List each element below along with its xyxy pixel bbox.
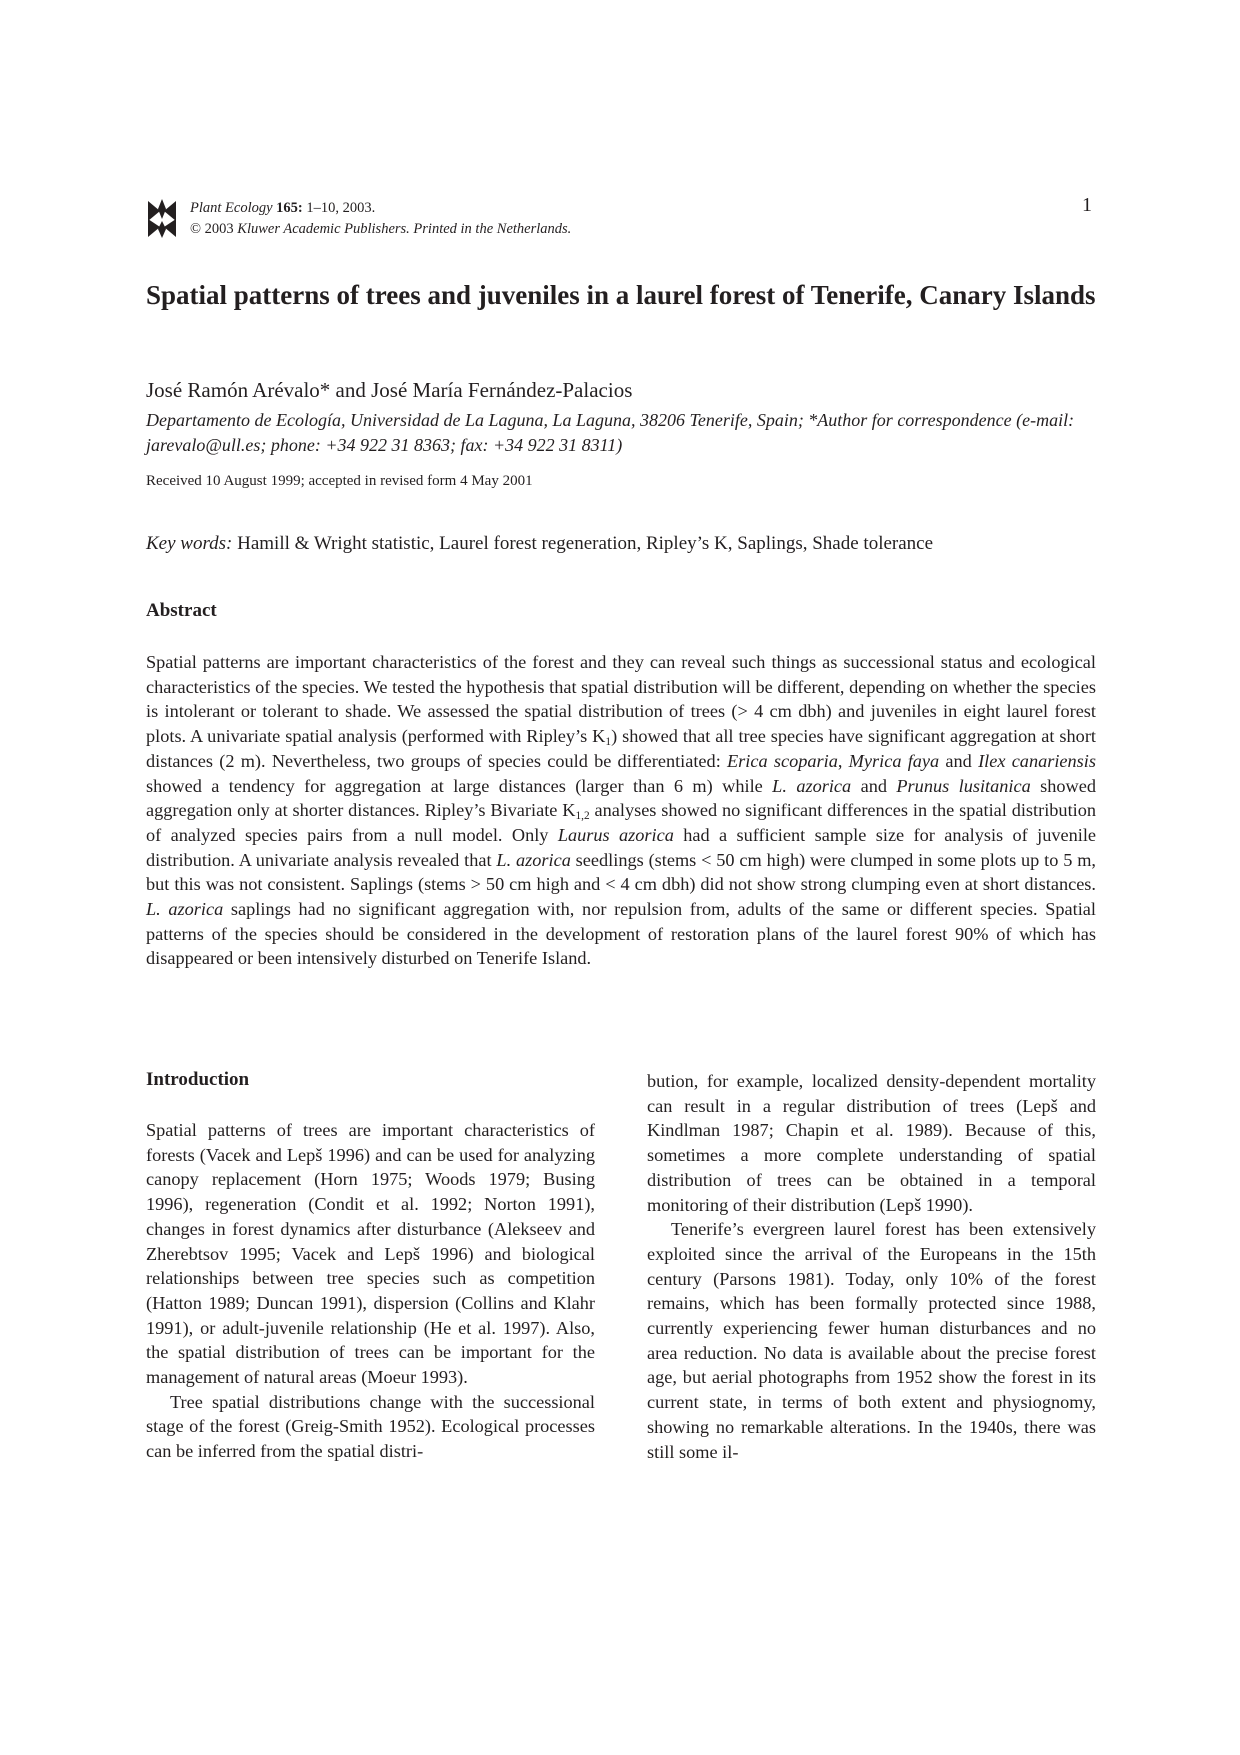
journal-line	[190, 198, 571, 219]
abstract-text: Spatial patterns are important characteristics of the forest and they can reveal such things as successional status and ecological characteristics of the species. We tested the hypothesis that spatial distribution will be different, depending on whether the species is intolerant or tolerant to shade. We assessed the spatial distribution of trees (> 4 cm dbh) and juveniles in eight laurel forest plots. A univariate spatial analysis (performed with Ripley’s K	[146, 652, 1096, 747]
species-name: Erica scoparia	[727, 750, 838, 771]
abstract-text: analyses showed no significant differences in the spatial distribution of analyzed species pairs from a null model. Only	[146, 800, 1097, 845]
abstract-text: ,	[837, 750, 849, 771]
species-name: Prunus lusitanica	[896, 775, 1031, 796]
authors: José Ramón Arévalo* and José María Fernández-Palacios	[146, 378, 633, 402]
keywords	[146, 533, 1106, 555]
keywords-label: Key words:	[146, 533, 233, 554]
abstract-text: showed aggregation only at shorter distances. Ripley’s Bivariate K	[146, 775, 1096, 821]
subscript: 1	[605, 735, 612, 748]
paper-title: Spatial patterns of trees and juveniles in a laurel forest of Tenerife, Canary Islands	[146, 280, 1096, 310]
abstract-body	[146, 650, 1096, 971]
paragraph: bution, for example, localized density-dependent mortality can result in a regular distribution of trees (Lepš and Kindlman 1987; Chapin et al. 1989). Because of this, sometimes a more complete understanding of spatial distribution of trees can be obtained in a temporal monitoring of their distribution (Lepš 1990).	[647, 1071, 1096, 1215]
journal-name: Plant Ecology	[190, 200, 273, 216]
abstract-text: ) showed that all tree species have significant aggregation at short distances (2 m). Nevertheless, two groups of species could be differentiated:	[146, 726, 1096, 771]
received-dates: Received 10 August 1999; accepted in revised form 4 May 2001	[146, 473, 533, 489]
abstract-text: saplings had no significant aggregation with, nor repulsion from, adults of the same or different species. Spatial patterns of the species should be considered in the development of restoration plans of the laurel forest 90% of which has disappeared or been intensively disturbed on Tenerife Island.	[146, 899, 1096, 969]
keywords-text: Hamill & Wright statistic, Laurel forest regeneration, Ripley’s K, Saplings, Shade tolerance	[237, 533, 934, 554]
species-name: L. azorica	[146, 899, 224, 920]
publisher: Kluwer Academic Publishers. Printed in the Netherlands.	[237, 221, 572, 237]
species-name: Myrica faya	[848, 750, 940, 771]
abstract-text: and	[851, 775, 897, 796]
species-name: Laurus azorica	[557, 824, 674, 845]
species-name: L. azorica	[496, 849, 571, 870]
abstract-text: and	[939, 750, 979, 771]
copyright-year: © 2003	[190, 221, 234, 237]
abstract-text: had a sufficient sample size for analysis of juvenile distribution. A univariate analysis revealed that	[146, 824, 1097, 870]
paragraph: Tree spatial distributions change with the successional stage of the forest (Greig-Smith 1952). Ecological processes can be inferred from the spatial distri-	[146, 1391, 595, 1462]
species-name: L. azorica	[772, 775, 852, 796]
kluwer-logo-icon	[146, 197, 178, 239]
species-name: Ilex canariensis	[978, 750, 1096, 771]
paragraph: Spatial patterns of trees are important characteristics of forests (Vacek and Lepš 1996) and can be used for analyzing canopy replacement (Horn 1975; Woods 1979; Busing 1996), regeneration (Condit et al. 1992; Norton 1991), changes in forest dynamics after disturbance (Alekseev and Zherebtsov 1995; Vacek and Lepš 1996) and biological relationships between tree species such as competition (Hatton 1989; Duncan 1991), dispersion (Collins and Klahr 1991), or adult-juvenile relationship (He et al. 1997). Also, the spatial distribution of trees can be important for the management of natural areas (Moeur 1993).	[146, 1120, 595, 1388]
page-number: 1	[1082, 194, 1092, 216]
affiliation: Departamento de Ecología, Universidad de La Laguna, La Laguna, 38206 Tenerife, Spain; *Author for correspondence (e-mail: jarevalo@ull.es; phone: +34 922 31 8363; fax: +34 922 31 8311)	[146, 410, 1075, 455]
journal-pages: 1–10, 2003.	[306, 200, 376, 216]
introduction-left-column	[146, 1118, 595, 1464]
introduction-right-column	[647, 1069, 1096, 1464]
journal-citation	[190, 198, 571, 240]
journal-volume: 165:	[276, 200, 303, 216]
abstract-text: seedlings (stems < 50 cm high) were clumped in some plots up to 5 m, but this was not consistent. Saplings (stems > 50 cm high and < 4 cm dbh) did not show strong clumping even at short distances.	[146, 849, 1096, 895]
introduction-heading: Introduction	[146, 1069, 250, 1090]
subscript: 1,2	[575, 810, 590, 823]
paragraph: Tenerife’s evergreen laurel forest has been extensively exploited since the arrival of the Europeans in the 15th century (Parsons 1981). Today, only 10% of the forest remains, which has been formally protected since 1988, currently experiencing fewer human disturbances and no area reduction. No data is available about the precise forest age, but aerial photographs from 1952 show the forest in its current state, in terms of both extent and physiognomy, showing no remarkable alterations. In the 1940s, there was still some il-	[647, 1219, 1096, 1462]
copyright-line	[190, 219, 571, 240]
abstract-heading: Abstract	[146, 600, 217, 621]
abstract-text: showed a tendency for aggregation at large distances (larger than 6 m) while	[146, 775, 773, 796]
